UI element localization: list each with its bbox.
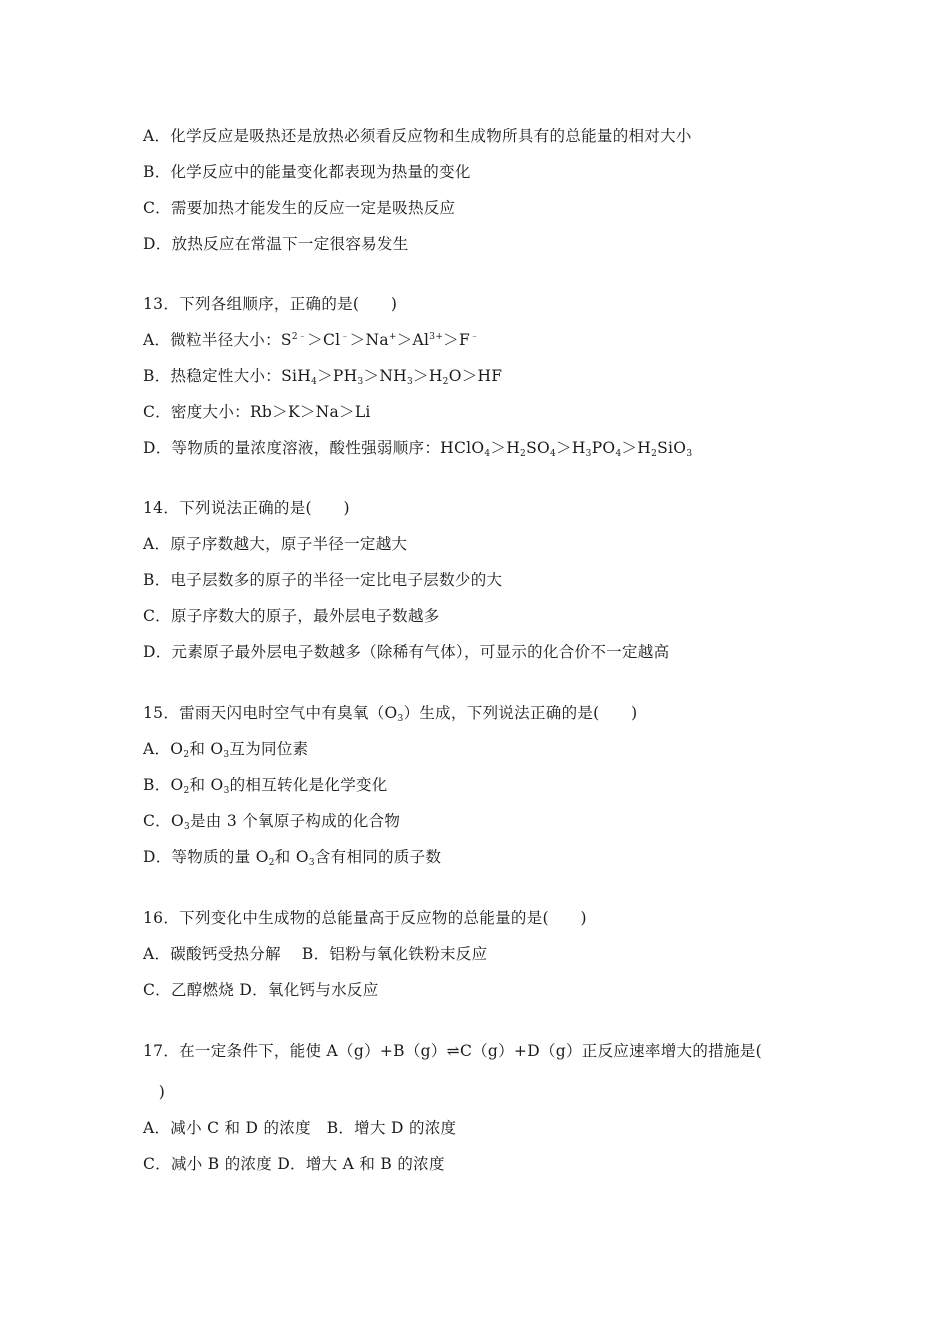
q14-option-a: A．原子序数越大，原子半径一定越大 [143, 535, 408, 553]
q16-options-row2: C．乙醇燃烧 D．氧化钙与水反应 [143, 981, 379, 999]
q17-stem-continuation: ) [143, 1083, 166, 1101]
q13-option-c: C．密度大小：Rb＞K＞Na＞Li [143, 403, 371, 421]
q14-stem: 14．下列说法正确的是( ) [143, 499, 350, 517]
q15-option-c: C．$O_3$是由 3 个氧原子构成的化合物 [143, 812, 401, 832]
q13-option-d: D．等物质的量浓度溶液，酸性强弱顺序：$HClO_4>H_2SO_4>H_3PO_4>H_2SiO_3$ [143, 439, 693, 459]
q15-option-b: B．$O_2$和 $O_3$的相互转化是化学变化 [143, 776, 388, 796]
q17-options-row1: A．减小 C 和 D 的浓度 B．增大 D 的浓度 [143, 1119, 457, 1137]
q14-option-b: B．电子层数多的原子的半径一定比电子层数少的大 [143, 571, 503, 589]
q17-options-row2: C．减小 B 的浓度 D．增大 A 和 B 的浓度 [143, 1155, 445, 1173]
q13-option-b: B．热稳定性大小：$SiH_4>PH_3>NH_3>H_2O>HF$ [143, 367, 503, 387]
q12-option-c: C．需要加热才能发生的反应一定是吸热反应 [143, 199, 456, 217]
q13-option-a: A．微粒半径大小：$S^{2﹣}>Cl^﹣>Na^+>Al^{3+}>F^﹣$ [143, 331, 480, 349]
q13-stem: 13．下列各组顺序，正确的是( ) [143, 295, 398, 313]
q16-stem: 16．下列变化中生成物的总能量高于反应物的总能量的是( ) [143, 909, 587, 927]
q12-option-b: B．化学反应中的能量变化都表现为热量的变化 [143, 163, 471, 181]
q17-stem: 17．在一定条件下，能使 A（g）+B（g）⇌C（g）+D（g）正反应速率增大的措施是( [143, 1042, 762, 1060]
q12-option-d: D．放热反应在常温下一定很容易发生 [143, 235, 409, 253]
q14-option-c: C．原子序数大的原子，最外层电子数越多 [143, 607, 440, 625]
q16-options-row1: A．碳酸钙受热分解 B．铝粉与氧化铁粉末反应 [143, 945, 488, 963]
q15-option-a: A．$O_2$和 $O_3$互为同位素 [143, 740, 309, 760]
q14-option-d: D．元素原子最外层电子数越多（除稀有气体），可显示的化合价不一定越高 [143, 643, 670, 661]
q15-stem: 15．雷雨天闪电时空气中有臭氧$(O_3)$生成，下列说法正确的是( ) [143, 704, 638, 724]
q12-option-a: A．化学反应是吸热还是放热必须看反应物和生成物所具有的总能量的相对大小 [143, 127, 692, 145]
q15-option-d: D．等物质的量 $O_2$和 $O_3$含有相同的质子数 [143, 848, 442, 868]
